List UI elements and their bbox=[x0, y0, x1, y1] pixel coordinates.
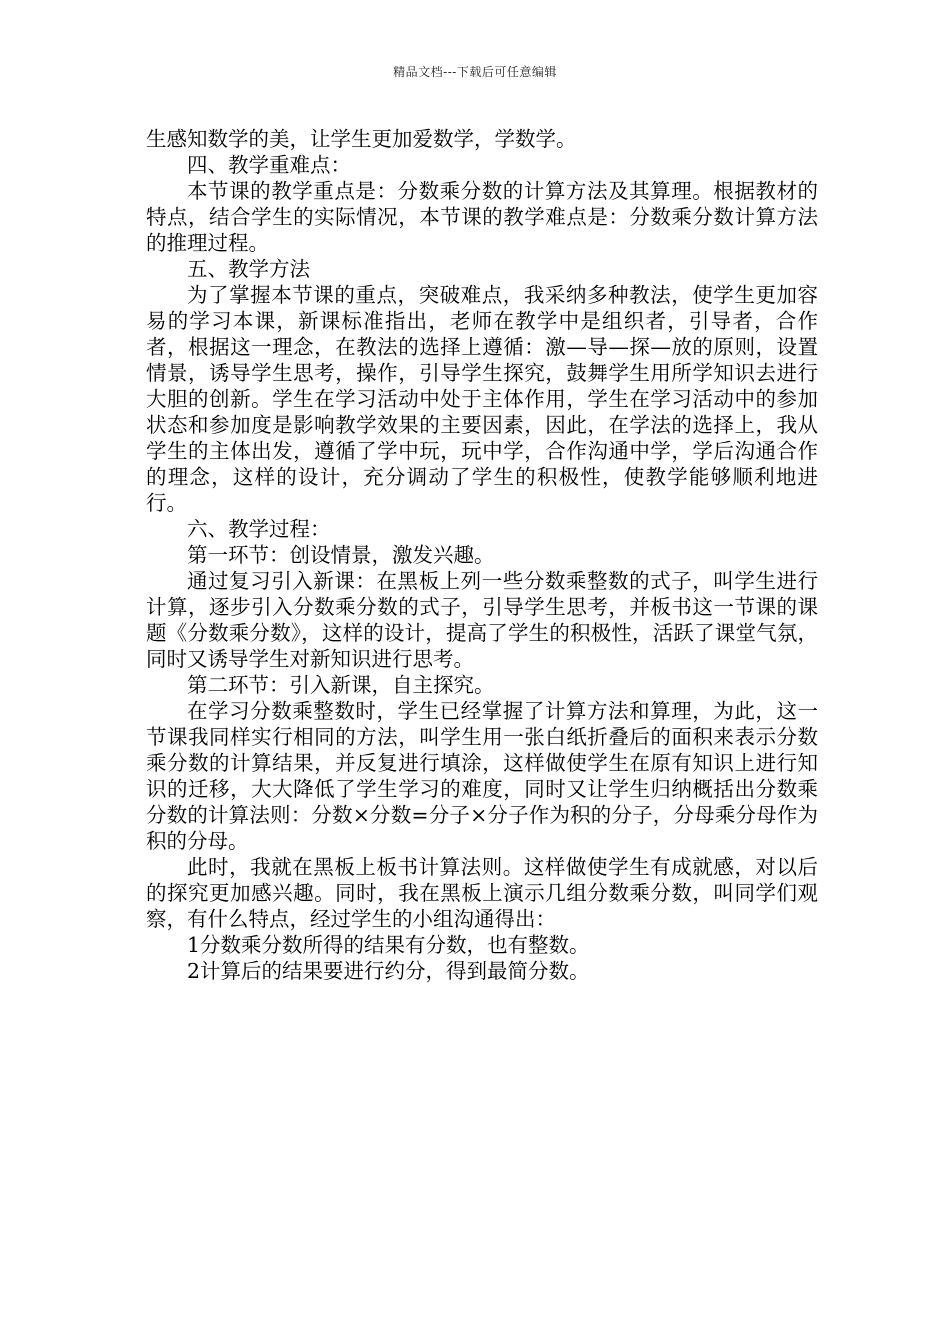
heading-key-difficult-points: 四、教学重难点： bbox=[187, 153, 351, 177]
paragraph-teaching-methods: 为了掌握本节课的重点，突破难点，我采纳多种教法，使学生更加容易的学习本课，新课标准指出，老师在教学中是组织者，引导者，合作者，根据这一理念，在教法的选择上遵循：激—导—探—放的原则，设置情景，诱导学生思考，操作，引导学生探究，鼓舞学生用所学知识去进行大胆的创新。学生在学习活动中处于主体作用，学生在学习活动中的参加状态和参加度是影响教学效果的主要因素，因此，在学法的选择上，我从学生的主体出发，遵循了学中玩，玩中学，合作沟通中学，学后沟通合作的理念，这样的设计，充分调动了学生的积极性，使教学能够顺利地进行。 bbox=[146, 283, 818, 515]
paragraph-stage-two: 在学习分数乘整数时，学生已经掌握了计算方法和算理，为此，这一节课我同样实行相同的方法，叫学生用一张白纸折叠后的面积来表示分数乘分数的计算结果，并反复进行填涂，这样做使学生在原有知识上进行知识的迁移，大大降低了学生学习的难度，同时又让学生归纳概括出分数乘分数的计算法则：分数×分数=分子×分子作为积的分子，分母乘分母作为积的分母。 bbox=[146, 699, 818, 853]
paragraph-key-points: 本节课的教学重点是：分数乘分数的计算方法及其算理。根据教材的特点，结合学生的实际情况，本节课的教学难点是：分数乘分数计算方法的推理过程。 bbox=[146, 179, 818, 255]
list-item-conclusion-2: 2计算后的结果要进行约分，得到最简分数。 bbox=[187, 959, 590, 983]
list-item-conclusion-1: 1分数乘分数所得的结果有分数，也有整数。 bbox=[187, 933, 590, 957]
paragraph-continuation: 生感知数学的美，让学生更加爱数学，学数学。 bbox=[146, 127, 577, 151]
document-body bbox=[146, 126, 818, 984]
heading-teaching-process: 六、教学过程： bbox=[187, 517, 331, 541]
heading-stage-one: 第一环节：创设情景，激发兴趣。 bbox=[187, 543, 495, 567]
page-header: 精品文档---下载后可任意编辑 bbox=[393, 65, 557, 79]
heading-stage-two: 第二环节：引入新课，自主探究。 bbox=[187, 673, 495, 697]
paragraph-stage-one: 通过复习引入新课：在黑板上列一些分数乘整数的式子，叫学生进行计算，逐步引入分数乘分数的式子，引导学生思考，并板书这一节课的课题《分数乘分数》，这样的设计，提高了学生的积极性，活跃了课堂气氛，同时又诱导学生对新知识进行思考。 bbox=[146, 569, 818, 671]
paragraph-rule-writing: 此时，我就在黑板上板书计算法则。这样做使学生有成就感，对以后的探究更加感兴趣。同时，我在黑板上演示几组分数乘分数，叫同学们观察，有什么特点，经过学生的小组沟通得出： bbox=[146, 855, 818, 931]
heading-teaching-methods: 五、教学方法 bbox=[187, 257, 310, 281]
